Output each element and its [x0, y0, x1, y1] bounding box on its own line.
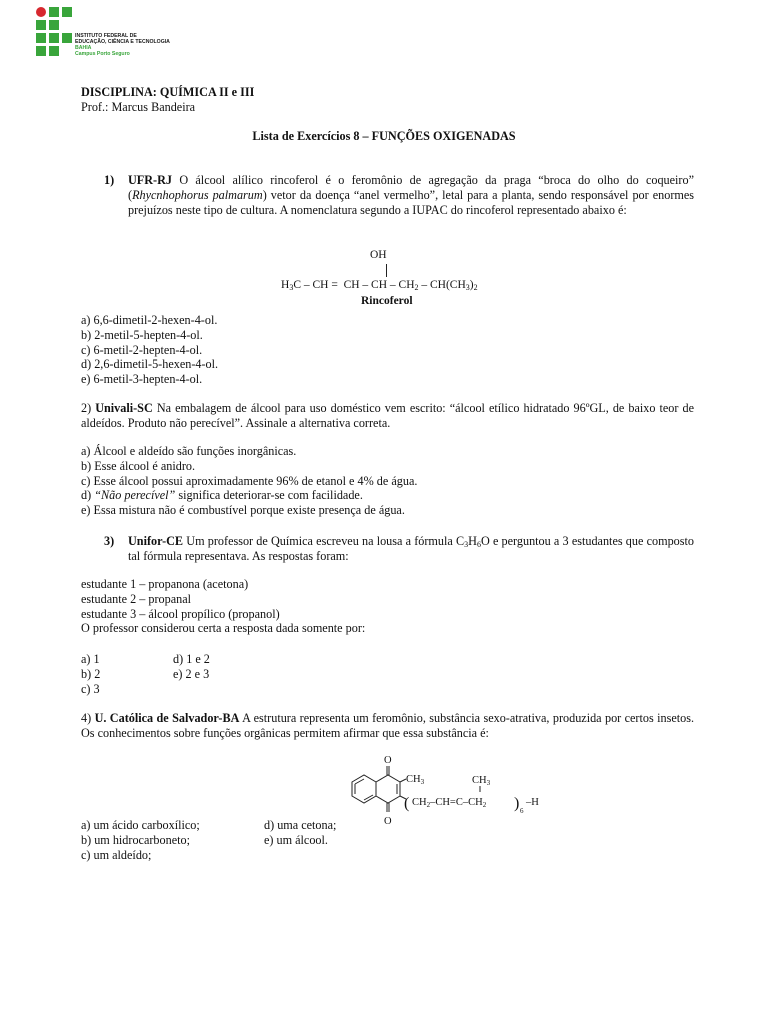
rincoferol-bond-line — [386, 264, 387, 277]
option-b[interactable]: b) 2 — [81, 666, 101, 681]
q4-structure-diagram — [340, 752, 555, 834]
option-e[interactable]: e) um álcool. — [264, 832, 328, 847]
institute-logo-text: INSTITUTO FEDERAL DE EDUCAÇÃO, CIÊNCIA E TECNOLOGIA BAHIA Campus Porto Seguro — [75, 33, 170, 57]
q3-question: O professor considerou certa a resposta dada somente por: — [81, 621, 366, 636]
institute-logo-icon — [36, 7, 72, 57]
option-b[interactable]: b) 2-metil-5-hepten-4-ol. — [81, 327, 203, 342]
option-e[interactable]: e) 2 e 3 — [173, 666, 210, 681]
student-2: estudante 2 – propanal — [81, 591, 191, 606]
bottom-oxygen-label: O — [384, 816, 392, 827]
methyl-label: CH3 — [406, 774, 425, 786]
q4-statement: 4) U. Católica de Salvador-BA A estrutura representa um feromônio, substância sexo-atrativa, produzida por certos insetos. Os conhecimentos sobre funções orgânicas permitem afirmar que essa substância é: — [81, 711, 695, 740]
professor-name: Prof.: Marcus Bandeira — [81, 100, 196, 114]
option-a[interactable]: a) Álcool e aldeído são funções inorgânicas. — [81, 444, 297, 458]
q4-options-right — [264, 818, 336, 848]
option-e[interactable]: e) 6-metil-3-hepten-4-ol. — [81, 372, 203, 387]
side-methyl-label: CH3 — [472, 775, 491, 787]
q1-options — [81, 313, 218, 387]
open-paren: ( — [404, 795, 410, 812]
page-title: Lista de Exercícios 8 – FUNÇÕES OXIGENADAS — [252, 129, 516, 143]
rincoferol-label: Rincoferol — [361, 295, 413, 307]
q2-statement: 2) Univali-SC Na embalagem de álcool para uso doméstico vem escrito: “álcool etílico hidratado 96ºGL, de baixo teor de aldeídos. Produto não perecível”. Assinale a alternativa correta. — [81, 401, 694, 430]
student-1: estudante 1 – propanona (acetona) — [81, 577, 249, 591]
q4-options-left — [81, 818, 200, 862]
top-oxygen-label: O — [384, 755, 392, 766]
q3-options-right — [173, 652, 210, 682]
option-d[interactable]: d) 1 e 2 — [173, 652, 210, 666]
q1-number: 1) — [104, 173, 115, 187]
option-c[interactable]: c) 3 — [81, 681, 100, 696]
q3-statement: Unifor-CE Um professor de Química escreveu na lousa a fórmula $C_3H_6O$ e perguntou a 3 estudantes que composto tal fórmula representava. As respostas foram: — [128, 534, 694, 563]
option-c[interactable]: c) um aldeído; — [81, 847, 152, 862]
option-e[interactable]: e) Essa mistura não é combustível porque existe presença de água. — [81, 503, 405, 518]
option-c[interactable]: c) Esse álcool possui aproximadamente 96% de etanol e 4% de água. — [81, 473, 418, 488]
rincoferol-oh-label: OH — [370, 249, 387, 261]
option-a[interactable]: a) um ácido carboxílico; — [81, 818, 200, 832]
q3-options-left — [81, 652, 100, 696]
option-a[interactable]: a) 1 — [81, 652, 100, 666]
student-3: estudante 3 – álcool propílico (propanol) — [81, 606, 280, 621]
discipline-title: DISCIPLINA: QUÍMICA II e III — [81, 85, 255, 99]
q3-answers — [81, 577, 365, 636]
q3-number: 3) — [104, 534, 115, 548]
repeat-count: 6 — [520, 807, 524, 815]
option-a[interactable]: a) 6,6-dimetil-2-hexen-4-ol. — [81, 313, 218, 327]
terminal-h-label: –H — [526, 797, 539, 808]
q1-statement: UFR-RJ O álcool alílico rincoferol é o feromônio de agregação da praga “broca do olho do coqueiro” (Rhycnhophorus palmarum) vetor da doença “anel vermelho”, letal para a planta, sendo responsável por enormes prejuízos neste tipo de cultura. A nomenclatura segundo a IUPAC do rincoferol representado abaixo é: — [128, 173, 695, 217]
option-c[interactable]: c) 6-metil-2-hepten-4-ol. — [81, 342, 203, 357]
option-d[interactable]: d) uma cetona; — [264, 818, 337, 832]
close-paren: ) — [514, 795, 520, 812]
rincoferol-formula: $H_3C$ – CH = CH – CH – $CH_2 - CH(CH_3)_2$ — [281, 279, 478, 292]
option-b[interactable]: b) um hidrocarboneto; — [81, 832, 190, 847]
q2-options — [81, 444, 417, 518]
side-chain-label: CH2–CH=C–CH2 — [412, 797, 487, 809]
option-d[interactable]: d) “Não perecível” significa deteriorar-se com facilidade. — [81, 488, 363, 503]
option-b[interactable]: b) Esse álcool é anidro. — [81, 458, 196, 473]
option-d[interactable]: d) 2,6-dimetil-5-hexen-4-ol. — [81, 357, 219, 372]
